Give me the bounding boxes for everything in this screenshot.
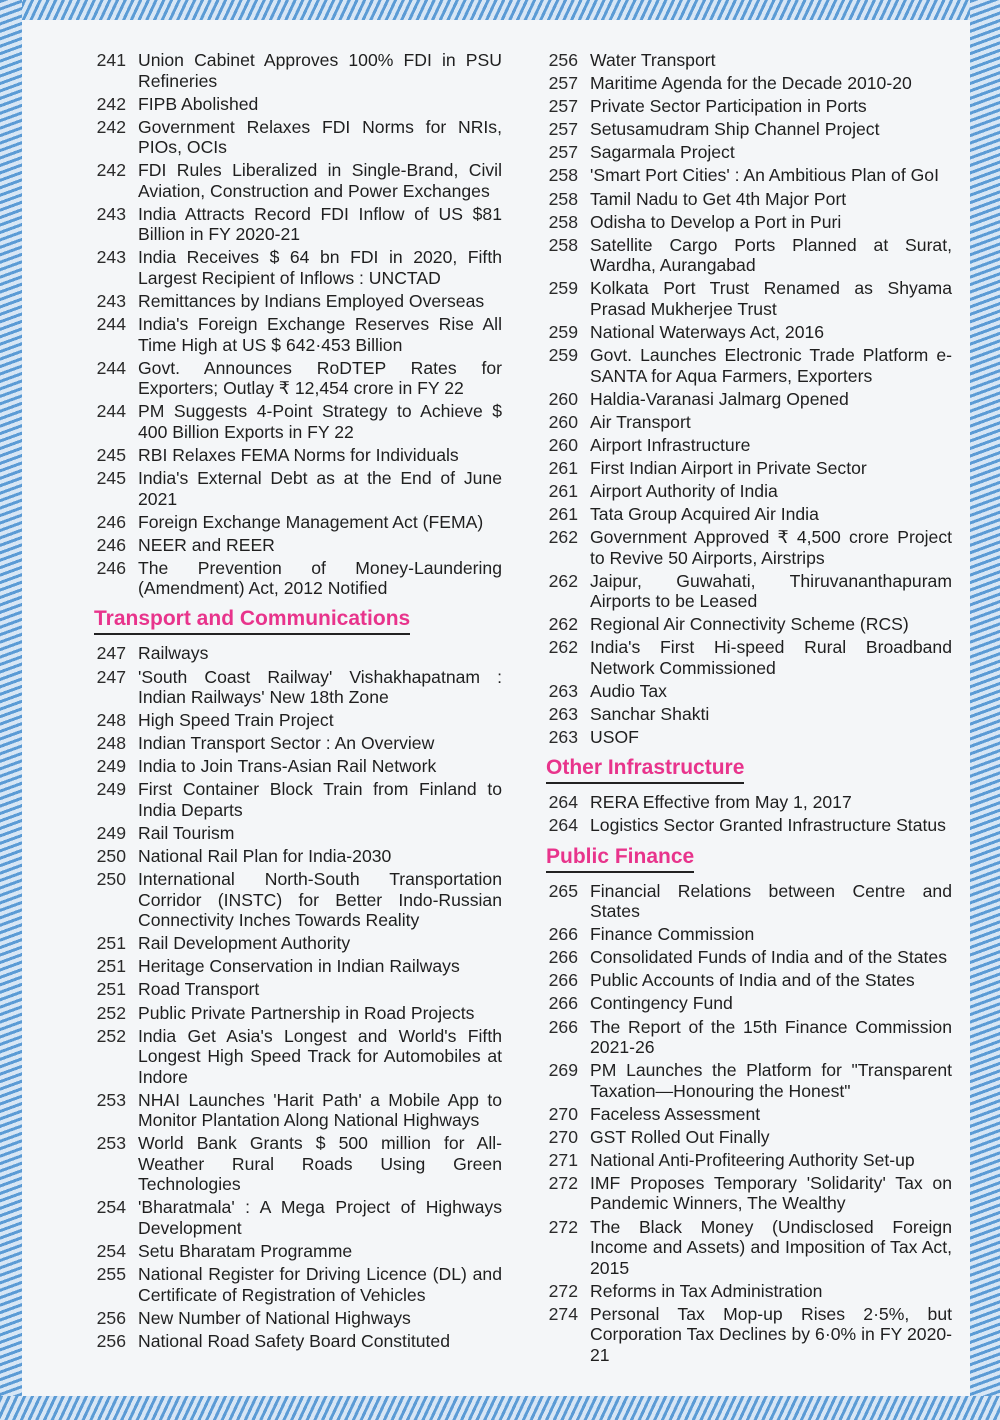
toc-entry (86, 1308, 502, 1329)
toc-entry (86, 667, 502, 708)
toc-entry-title: Faceless Assessment (590, 1103, 761, 1124)
hatched-border-right (970, 0, 1000, 1420)
toc-entry-title: Odisha to Develop a Port in Puri (590, 211, 842, 232)
toc-page-number: 251 (96, 956, 126, 977)
toc-entry (538, 165, 952, 186)
toc-entry-title: NEER and REER (138, 534, 275, 555)
toc-page-number: 262 (548, 570, 578, 591)
toc-entry (538, 235, 952, 276)
toc-page-number: 242 (96, 160, 126, 181)
toc-entry-title: Rail Tourism (138, 822, 235, 843)
toc-page-number: 260 (548, 388, 578, 409)
toc-page-number: 248 (96, 710, 126, 731)
section-heading-public-finance: Public Finance (546, 845, 694, 873)
toc-entry (538, 881, 952, 922)
toc-page-number: 257 (548, 142, 578, 163)
toc-entry-title: PM Suggests 4-Point Strategy to Achieve $ 400 Billion Exports in FY 22 (138, 401, 502, 442)
toc-entry (86, 94, 502, 115)
toc-entry (86, 979, 502, 1000)
toc-page-number: 269 (548, 1060, 578, 1081)
toc-entry-title: Setu Bharatam Programme (138, 1241, 353, 1261)
toc-entry-title: PM Launches the Platform for "Transparent Taxation—Honouring the Honest" (590, 1060, 952, 1101)
toc-entry-title: 'South Coast Railway' Vishakhapatnam : Indian Railways' New 18th Zone (138, 666, 502, 707)
toc-page-number: 262 (548, 614, 578, 635)
toc-entry-title: Airport Infrastructure (590, 434, 751, 455)
toc-page-number: 266 (548, 970, 578, 991)
toc-entry-title: Satellite Cargo Ports Planned at Surat, Wardha, Aurangabad (590, 234, 952, 276)
toc-page-number: 249 (96, 756, 126, 777)
toc-entry-title: Public Private Partnership in Road Projects (138, 1002, 475, 1023)
toc-entry-title: Indian Transport Sector : An Overview (138, 733, 435, 754)
right-group-transport (538, 50, 952, 748)
toc-entry (538, 212, 952, 233)
toc-entry (86, 558, 502, 599)
toc-page-number: 243 (96, 291, 126, 312)
toc-page-number: 263 (548, 704, 578, 725)
toc-entry (538, 947, 952, 968)
toc-entry (86, 314, 502, 355)
toc-page-number: 272 (548, 1172, 578, 1193)
toc-entry (538, 993, 952, 1014)
toc-page-number: 263 (548, 681, 578, 702)
toc-entry-title: 'Smart Port Cities' : An Ambitious Plan of GoI (590, 165, 939, 186)
toc-entry-title: Setusamudram Ship Channel Project (590, 119, 880, 140)
toc-page-number: 261 (548, 481, 578, 501)
toc-entry-title: Heritage Conservation in Indian Railways (138, 956, 460, 977)
toc-entry (86, 846, 502, 867)
toc-entry-title: National Waterways Act, 2016 (590, 321, 825, 342)
toc-entry (86, 1003, 502, 1024)
toc-entry-title: Kolkata Port Trust Renamed as Shyama Prasad Mukherjee Trust (590, 278, 952, 319)
toc-entry-title: USOF (590, 727, 639, 748)
toc-entry-title: India's Foreign Exchange Reserves Rise All Time High at US $ 642·453 Billion (138, 314, 502, 355)
toc-entry-title: Haldia-Varanasi Jalmarg Opened (590, 388, 849, 409)
toc-entry-title: FIPB Abolished (138, 93, 259, 114)
toc-entry (86, 1241, 502, 1262)
toc-page-number: 258 (548, 234, 578, 255)
toc-entry-title: Remittances by Indians Employed Overseas (138, 291, 485, 312)
toc-entry (538, 1127, 952, 1148)
toc-page-number: 272 (548, 1216, 578, 1237)
toc-entry-title: Government Relaxes FDI Norms for NRIs, PIOs, OCIs (138, 116, 502, 158)
toc-page-number: 242 (96, 93, 126, 114)
toc-page-number: 271 (548, 1149, 578, 1170)
toc-entry-title: Sanchar Shakti (590, 704, 710, 725)
toc-entry-title: Rail Development Authority (138, 933, 351, 954)
toc-entry-title: The Black Money (Undisclosed Foreign Income and Assets) and Imposition of Tax Act, 2015 (590, 1216, 952, 1278)
toc-entry (538, 704, 952, 725)
toc-entry (538, 1150, 952, 1171)
toc-entry (538, 637, 952, 678)
toc-page-number: 265 (548, 880, 578, 901)
toc-page-number: 259 (548, 345, 578, 366)
toc-page-number: 246 (96, 534, 126, 555)
toc-entry (538, 924, 952, 945)
toc-page-number: 262 (548, 527, 578, 548)
toc-entry (538, 1304, 952, 1366)
toc-page-number: 261 (548, 457, 578, 478)
toc-page-number: 242 (96, 116, 126, 137)
toc-entry-title: Govt. Launches Electronic Trade Platform e-SANTA for Aqua Farmers, Exporters (590, 345, 952, 386)
toc-page-number: 270 (548, 1126, 578, 1147)
toc-page-number: 260 (548, 434, 578, 455)
toc-entry (538, 119, 952, 140)
toc-entry (538, 614, 952, 635)
toc-entry (86, 869, 502, 931)
toc-entry-title: Airport Authority of India (590, 481, 778, 501)
toc-page-number: 258 (548, 211, 578, 232)
toc-page-number: 254 (96, 1241, 126, 1261)
toc-entry-title: Regional Air Connectivity Scheme (RCS) (590, 614, 909, 635)
toc-entry-title: Sagarmala Project (590, 142, 735, 163)
toc-entry-title: High Speed Train Project (138, 710, 334, 731)
toc-entry (538, 345, 952, 386)
toc-entry (86, 1331, 502, 1352)
toc-page-number: 260 (548, 411, 578, 432)
toc-entry (86, 117, 502, 158)
toc-entry-title: Air Transport (590, 411, 691, 432)
toc-entry (86, 1026, 502, 1088)
toc-entry (86, 445, 502, 466)
toc-page-number: 247 (96, 666, 126, 687)
toc-entry (86, 50, 502, 91)
toc-page-number: 249 (96, 822, 126, 843)
toc-page-number: 264 (548, 792, 578, 813)
toc-entry (86, 956, 502, 977)
toc-entry-title: India Get Asia's Longest and World's Fifth Longest High Speed Track for Automobiles at Indore (138, 1025, 502, 1087)
right-group-public-finance (538, 881, 952, 1366)
toc-page-number: 249 (96, 779, 126, 800)
toc-entry-title: The Prevention of Money-Laundering (Amendment) Act, 2012 Notified (138, 557, 502, 599)
toc-page-number: 244 (96, 314, 126, 335)
toc-entry (86, 535, 502, 556)
toc-page-number: 245 (96, 468, 126, 489)
toc-entry-title: 'Bharatmala' : A Mega Project of Highways Development (138, 1197, 502, 1238)
hatched-border-bottom (0, 1396, 1000, 1420)
toc-page-number: 274 (548, 1303, 578, 1324)
toc-page-number: 255 (96, 1264, 126, 1285)
toc-page-number: 254 (96, 1197, 126, 1218)
toc-entry (86, 1133, 502, 1195)
toc-entry-title: International North-South Transportation Corridor (INSTC) for Better Indo-Russian Connectivity Inches Towards Reality (138, 869, 502, 931)
toc-entry-title: The Report of the 15th Finance Commission 2021-26 (590, 1016, 952, 1057)
toc-page-number: 261 (548, 504, 578, 525)
toc-page-number: 252 (96, 1002, 126, 1023)
toc-page-number: 248 (96, 733, 126, 754)
toc-entry-title: National Anti-Profiteering Authority Set-up (590, 1149, 915, 1170)
toc-entry (86, 756, 502, 777)
toc-entry-title: Logistics Sector Granted Infrastructure Status (590, 815, 946, 836)
toc-entry (86, 643, 502, 664)
toc-page-number: 256 (96, 1307, 126, 1328)
toc-page-number: 266 (548, 947, 578, 968)
toc-entry-title: Union Cabinet Approves 100% FDI in PSU Refineries (138, 50, 502, 91)
toc-entry (538, 96, 952, 117)
toc-page-number: 257 (548, 119, 578, 140)
toc-entry-title: Personal Tax Mop-up Rises 2·5%, but Corporation Tax Declines by 6·0% in FY 2020-21 (590, 1303, 952, 1365)
toc-entry-title: India to Join Trans-Asian Rail Network (138, 756, 437, 777)
toc-entry-title: Jaipur, Guwahati, Thiruvananthapuram Airports to be Leased (590, 570, 952, 612)
toc-page-number: 266 (548, 993, 578, 1014)
toc-page-number: 251 (96, 933, 126, 954)
toc-entry (538, 504, 952, 525)
toc-entry-title: Govt. Announces RoDTEP Rates for Exporters; Outlay ₹ 12,454 crore in FY 22 (138, 357, 502, 399)
toc-entry-title: India's First Hi-speed Rural Broadband Network Commissioned (590, 637, 952, 678)
toc-page-number: 256 (96, 1330, 126, 1351)
toc-entry-title: National Rail Plan for India-2030 (138, 846, 392, 867)
toc-page-number: 250 (96, 869, 126, 890)
toc-page-number: 250 (96, 846, 126, 867)
toc-entry (538, 1281, 952, 1302)
toc-entry-title: New Number of National Highways (138, 1307, 411, 1328)
toc-page-number: 247 (96, 643, 126, 664)
toc-entry-title: National Register for Driving Licence (DL) and Certificate of Registration of Vehicles (138, 1264, 502, 1305)
toc-entry-title: Railways (138, 643, 209, 664)
toc-entry-title: Government Approved ₹ 4,500 crore Project to Revive 50 Airports, Airstrips (590, 527, 952, 568)
toc-page-number: 257 (548, 96, 578, 117)
left-group-transport (86, 643, 502, 1351)
toc-entry (86, 401, 502, 442)
toc-page-number: 258 (548, 165, 578, 186)
toc-page-number: 252 (96, 1025, 126, 1046)
toc-page-number: 244 (96, 401, 126, 422)
toc-entry-title: Tamil Nadu to Get 4th Major Port (590, 188, 847, 209)
toc-entry-title: Private Sector Participation in Ports (590, 96, 867, 117)
toc-entry-title: India's External Debt as at the End of June 2021 (138, 468, 502, 509)
toc-entry (86, 933, 502, 954)
toc-entry-title: India Attracts Record FDI Inflow of US $81 Billion in FY 2020-21 (138, 203, 502, 245)
toc-entry-title: IMF Proposes Temporary 'Solidarity' Tax on Pandemic Winners, The Wealthy (590, 1172, 952, 1214)
toc-entry (538, 481, 952, 502)
toc-page-number: 253 (96, 1133, 126, 1154)
toc-entry (538, 458, 952, 479)
toc-entry (86, 779, 502, 820)
toc-entry-title: Finance Commission (590, 924, 755, 945)
toc-entry (86, 733, 502, 754)
toc-entry (538, 435, 952, 456)
toc-page-number: 264 (548, 815, 578, 836)
toc-entry-title: Public Accounts of India and of the States (590, 970, 915, 991)
toc-entry (86, 247, 502, 288)
section-heading-other-infrastructure: Other Infrastructure (546, 756, 744, 784)
toc-entry (538, 1173, 952, 1214)
toc-page-number: 251 (96, 979, 126, 1000)
toc-entry-title: Tata Group Acquired Air India (590, 504, 819, 525)
hatched-border-left (0, 0, 22, 1420)
toc-entry (538, 792, 952, 813)
toc-page-number: 253 (96, 1089, 126, 1110)
right-column (538, 50, 952, 1368)
toc-entry (86, 823, 502, 844)
toc-entry (538, 412, 952, 433)
toc-entry-title: First Indian Airport in Private Sector (590, 457, 867, 478)
hatched-border-top (0, 0, 1000, 20)
toc-page-number: 262 (548, 637, 578, 658)
left-column (86, 50, 502, 1354)
toc-entry-title: Financial Relations between Centre and States (590, 880, 952, 922)
toc-entry (86, 710, 502, 731)
toc-entry (86, 160, 502, 201)
toc-entry (538, 1017, 952, 1058)
toc-entry (538, 815, 952, 836)
toc-entry-title: Audio Tax (590, 681, 667, 702)
toc-entry-title: Consolidated Funds of India and of the States (590, 947, 948, 968)
toc-entry-title: Maritime Agenda for the Decade 2010-20 (590, 73, 912, 94)
toc-entry (538, 1060, 952, 1101)
toc-page-number: 246 (96, 511, 126, 532)
toc-entry (538, 73, 952, 94)
toc-page-number: 243 (96, 247, 126, 268)
toc-page-number: 266 (548, 924, 578, 945)
toc-entry-title: Road Transport (138, 979, 260, 1000)
toc-entry (538, 278, 952, 319)
toc-entry-title: RERA Effective from May 1, 2017 (590, 792, 852, 813)
toc-entry (86, 512, 502, 533)
toc-entry-title: First Container Block Train from Finland to India Departs (138, 779, 502, 820)
toc-entry (538, 571, 952, 612)
toc-entry-title: FDI Rules Liberalized in Single-Brand, Civil Aviation, Construction and Power Exchanges (138, 160, 502, 201)
toc-entry (538, 681, 952, 702)
toc-entry (538, 527, 952, 568)
toc-entry (86, 1090, 502, 1131)
toc-entry-title: Reforms in Tax Administration (590, 1280, 823, 1301)
toc-page-number: 258 (548, 188, 578, 209)
toc-entry-title: World Bank Grants $ 500 million for All-Weather Rural Roads Using Green Technologies (138, 1133, 502, 1195)
toc-entry (86, 204, 502, 245)
toc-entry-title: Foreign Exchange Management Act (FEMA) (138, 511, 484, 532)
section-heading-transport: Transport and Communications (94, 607, 410, 635)
toc-entry (86, 468, 502, 509)
toc-entry-title: RBI Relaxes FEMA Norms for Individuals (138, 444, 459, 465)
toc-page-number: 272 (548, 1280, 578, 1301)
toc-entry (538, 970, 952, 991)
toc-entry (86, 1197, 502, 1238)
toc-entry-title: National Road Safety Board Constituted (138, 1330, 450, 1351)
toc-page-number: 241 (96, 50, 126, 70)
toc-page-number: 259 (548, 278, 578, 299)
toc-page-number: 256 (548, 50, 578, 70)
toc-page-number: 266 (548, 1016, 578, 1037)
toc-entry (538, 50, 952, 71)
toc-entry (538, 142, 952, 163)
toc-entry-title: GST Rolled Out Finally (590, 1126, 770, 1147)
left-group-balance-of-payments (86, 50, 502, 599)
toc-page-number: 263 (548, 727, 578, 748)
toc-entry-title: Contingency Fund (590, 993, 733, 1014)
toc-entry (538, 1217, 952, 1279)
toc-entry-title: Water Transport (590, 50, 716, 70)
toc-page-number: 243 (96, 203, 126, 224)
toc-entry (538, 189, 952, 210)
toc-page-number: 259 (548, 321, 578, 342)
toc-entry (86, 291, 502, 312)
toc-page-number: 257 (548, 73, 578, 94)
toc-entry (538, 322, 952, 343)
toc-page-number: 244 (96, 357, 126, 378)
toc-entry (538, 1104, 952, 1125)
toc-page-number: 245 (96, 444, 126, 465)
right-group-infrastructure (538, 792, 952, 836)
toc-entry-title: NHAI Launches 'Harit Path' a Mobile App to Monitor Plantation Along National Highways (138, 1089, 502, 1131)
toc-entry (538, 727, 952, 748)
toc-entry (86, 1264, 502, 1305)
toc-page-number: 270 (548, 1103, 578, 1124)
toc-page-number: 246 (96, 557, 126, 578)
toc-entry (86, 358, 502, 399)
toc-entry (538, 389, 952, 410)
toc-entry-title: India Receives $ 64 bn FDI in 2020, Fifth Largest Recipient of Inflows : UNCTAD (138, 247, 502, 288)
